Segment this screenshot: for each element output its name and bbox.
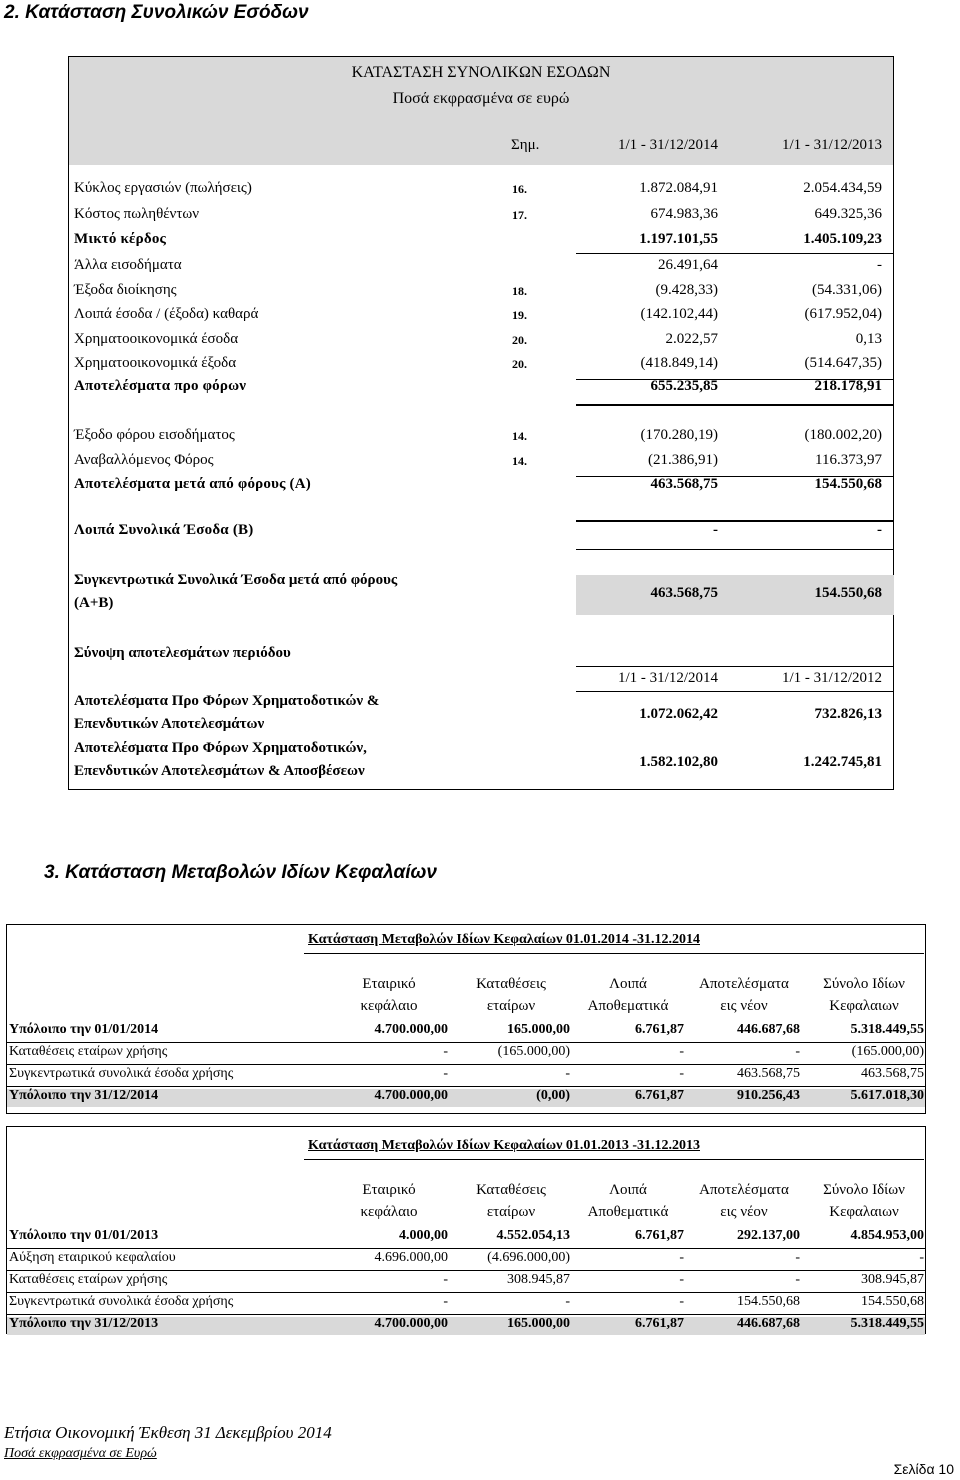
equity-2013-title: Κατάσταση Μεταβολών Ιδίων Κεφαλαίων 01.01.2013 -31.12.2013 [308, 1138, 700, 1153]
equity-row-label: Υπόλοιπο την 01/01/2013 [9, 1228, 159, 1243]
row-label: Έξοδο φόρου εισοδήματος [74, 427, 235, 443]
equity-cell: (4.696.000,00) [487, 1250, 570, 1265]
equity-cell: 446.687,68 [737, 1316, 800, 1331]
row-2014: (170.280,19) [640, 427, 718, 443]
row-note: 14. [512, 454, 527, 468]
col-header-2: εις νέον [720, 1204, 768, 1220]
equity-cell: - [679, 1044, 684, 1059]
row-note: 16. [512, 182, 527, 196]
equity-cell: 5.318.449,55 [850, 1316, 924, 1331]
equity-cell: 910.256,43 [737, 1088, 800, 1103]
row-label: Αποτελέσματα μετά από φόρους (Α) [74, 476, 311, 492]
box-title: ΚΑΤΑΣΤΑΣΗ ΣΥΝΟΛΙΚΩΝ ΕΣΟΔΩΝ [351, 64, 611, 81]
equity-cell: - [565, 1066, 570, 1081]
equity-cell: 165.000,00 [507, 1022, 570, 1037]
row-2013: 154.550,68 [814, 476, 882, 492]
summary-row-1-v1: 1.072.062,42 [639, 706, 718, 722]
equity-cell: 154.550,68 [861, 1294, 924, 1309]
col-header-2: εταίρων [486, 1204, 536, 1220]
equity-cell: 165.000,00 [507, 1316, 570, 1331]
box-subtitle: Ποσά εκφρασμένα σε ευρώ [392, 90, 570, 107]
row-label: Κόστος πωληθέντων [74, 206, 200, 222]
equity-cell: 308.945,87 [861, 1272, 924, 1287]
summary-col-2012: 1/1 - 31/12/2012 [782, 670, 882, 686]
footer-report: Ετήσια Οικονομική Έκθεση 31 Δεκεμβρίου 2014 [4, 1423, 332, 1442]
col-header: Καταθέσεις [476, 976, 546, 992]
equity-cell: 6.761,87 [635, 1088, 684, 1103]
col-note-header: Σημ. [511, 137, 540, 153]
col-header-2: Κεφαλαιων [829, 1204, 899, 1220]
row-2014: - [713, 522, 718, 538]
row-2014: 2.022,57 [665, 331, 718, 347]
equity-cell: 4.552.054,13 [496, 1228, 570, 1243]
equity-cell: 446.687,68 [737, 1022, 800, 1037]
equity-cell: 463.568,75 [737, 1066, 800, 1081]
equity-cell: - [679, 1272, 684, 1287]
row-label: Λοιπά Συνολικά Έσοδα (Β) [74, 522, 254, 538]
equity-cell: 4.000,00 [399, 1228, 448, 1243]
row-label: Αναβαλλόμενος Φόρος [74, 452, 214, 468]
row-2014: 1.197.101,55 [639, 231, 718, 247]
row-note: 18. [512, 284, 527, 298]
row-label: Κύκλος εργασιών (πωλήσεις) [74, 180, 252, 196]
row-2014: 674.983,36 [650, 206, 718, 222]
equity-cell: - [443, 1272, 448, 1287]
row-label: Χρηματοοικονομικά έσοδα [74, 331, 239, 347]
equity-cell: 5.617.018,30 [850, 1088, 924, 1103]
equity-cell: 4.700.000,00 [374, 1022, 448, 1037]
col-header: Αποτελέσματα [699, 1182, 789, 1198]
section-heading: 2. Κατάσταση Συνολικών Εσόδων [4, 2, 309, 23]
row-note: 14. [512, 429, 527, 443]
row-2014: (142.102,44) [640, 306, 718, 322]
row-label: Άλλα εισοδήματα [74, 257, 182, 273]
row-2013: 1.405.109,23 [803, 231, 882, 247]
summary-row-2-label-2: Επενδυτικών Αποτελεσμάτων & Αποσβέσεων [74, 763, 365, 779]
equity-cell: 308.945,87 [507, 1272, 570, 1287]
summary-row-1-label-2: Επενδυτικών Αποτελεσμάτων [74, 716, 265, 732]
row-2013: - [877, 257, 882, 273]
total-label-2: (Α+Β) [74, 595, 114, 611]
equity-cell: 463.568,75 [861, 1066, 924, 1081]
row-note: 20. [512, 357, 527, 371]
col-header-2: κεφάλαιο [360, 1204, 418, 1220]
equity-cell: - [565, 1294, 570, 1309]
row-2013: 0,13 [855, 331, 882, 347]
equity-cell: 4.854.953,00 [850, 1228, 924, 1243]
section-heading-3: 3. Κατάσταση Μεταβολών Ιδίων Κεφαλαίων [44, 862, 437, 883]
row-note: 20. [512, 333, 527, 347]
row-2013: (617.952,04) [804, 306, 882, 322]
row-label: Αποτελέσματα προ φόρων [74, 378, 247, 394]
equity-cell: (0,00) [536, 1088, 570, 1103]
col-header: Αποτελέσματα [699, 976, 789, 992]
col-header: Εταιρικό [362, 976, 416, 992]
row-2013: - [877, 522, 882, 538]
equity-cell: 4.700.000,00 [374, 1316, 448, 1331]
equity-row-label: Υπόλοιπο την 01/01/2014 [9, 1022, 159, 1037]
col-header-2: κεφάλαιο [360, 998, 418, 1014]
col-header-2: Αποθεματικά [587, 1204, 669, 1220]
footer-currency: Ποσά εκφρασμένα σε Ευρώ [4, 1446, 157, 1461]
row-2013: (54.331,06) [812, 282, 882, 298]
row-2013: 649.325,36 [814, 206, 882, 222]
equity-cell: 6.761,87 [635, 1228, 684, 1243]
row-2013: 2.054.434,59 [803, 180, 882, 196]
equity-cell: (165.000,00) [851, 1044, 924, 1059]
row-label: Έξοδα διοίκησης [74, 282, 177, 298]
page-number: Σελίδα 10 [893, 1461, 954, 1477]
summary-row-1-label-1: Αποτελέσματα Προ Φόρων Χρηματοδοτικών & [74, 693, 380, 709]
equity-cell: - [795, 1272, 800, 1287]
total-2014: 463.568,75 [650, 585, 718, 601]
equity-row-label: Αύξηση εταιρικού κεφαλαίου [9, 1250, 176, 1265]
row-2014: 1.872.084,91 [639, 180, 718, 196]
row-2014: (418.849,14) [640, 355, 718, 371]
col-header-2: εταίρων [486, 998, 536, 1014]
equity-cell: 4.700.000,00 [374, 1088, 448, 1103]
col-header: Σύνολο Ιδίων [823, 976, 905, 992]
col-2014-header: 1/1 - 31/12/2014 [618, 137, 718, 153]
col-2013-header: 1/1 - 31/12/2013 [782, 137, 882, 153]
equity-cell: - [919, 1250, 924, 1265]
summary-row-2-label-1: Αποτελέσματα Προ Φόρων Χρηματοδοτικών, [74, 740, 367, 756]
equity-cell: 4.696.000,00 [374, 1250, 448, 1265]
equity-cell: (165.000,00) [497, 1044, 570, 1059]
summary-title: Σύνοψη αποτελεσμάτων περιόδου [74, 645, 291, 661]
col-header-2: εις νέον [720, 998, 768, 1014]
row-2014: (9.428,33) [655, 282, 718, 298]
row-note: 19. [512, 308, 527, 322]
equity-cell: 6.761,87 [635, 1022, 684, 1037]
row-label: Χρηματοοικονομικά έξοδα [74, 355, 237, 371]
equity-cell: - [443, 1294, 448, 1309]
col-header-2: Κεφαλαιων [829, 998, 899, 1014]
summary-row-2-v2: 1.242.745,81 [803, 754, 882, 770]
total-2013: 154.550,68 [814, 585, 882, 601]
equity-cell: 292.137,00 [737, 1228, 800, 1243]
equity-row-label: Συγκεντρωτικά συνολικά έσοδα χρήσης [9, 1294, 234, 1309]
equity-cell: - [679, 1294, 684, 1309]
col-header-2: Αποθεματικά [587, 998, 669, 1014]
equity-cell: - [443, 1044, 448, 1059]
row-2014: (21.386,91) [648, 452, 718, 468]
equity-cell: - [679, 1250, 684, 1265]
row-2013: 218.178,91 [814, 378, 882, 394]
col-header: Καταθέσεις [476, 1182, 546, 1198]
equity-row-label: Υπόλοιπο την 31/12/2013 [9, 1316, 159, 1331]
col-header: Σύνολο Ιδίων [823, 1182, 905, 1198]
summary-row-1-v2: 732.826,13 [814, 706, 882, 722]
equity-cell: - [795, 1250, 800, 1265]
row-label: Λοιπά έσοδα / (έξοδα) καθαρά [74, 306, 259, 322]
row-2013: (180.002,20) [804, 427, 882, 443]
summary-row-2-v1: 1.582.102,80 [639, 754, 718, 770]
col-header: Λοιπά [609, 1182, 647, 1198]
row-2014: 26.491,64 [658, 257, 718, 273]
row-2013: (514.647,35) [804, 355, 882, 371]
equity-2014-title: Κατάσταση Μεταβολών Ιδίων Κεφαλαίων 01.01.2014 -31.12.2014 [308, 932, 700, 947]
total-label-1: Συγκεντρωτικά Συνολικά Έσοδα μετά από φόρους [74, 572, 398, 588]
equity-cell: 6.761,87 [635, 1316, 684, 1331]
summary-col-2014: 1/1 - 31/12/2014 [618, 670, 718, 686]
equity-row-label: Καταθέσεις εταίρων χρήσης [9, 1044, 168, 1059]
row-2014: 463.568,75 [650, 476, 718, 492]
equity-cell: 5.318.449,55 [850, 1022, 924, 1037]
equity-cell: 154.550,68 [737, 1294, 800, 1309]
equity-row-label: Υπόλοιπο την 31/12/2014 [9, 1088, 159, 1103]
col-header: Εταιρικό [362, 1182, 416, 1198]
row-note: 17. [512, 208, 527, 222]
equity-row-label: Συγκεντρωτικά συνολικά έσοδα χρήσης [9, 1066, 234, 1081]
equity-cell: - [679, 1066, 684, 1081]
equity-cell: - [443, 1066, 448, 1081]
col-header: Λοιπά [609, 976, 647, 992]
row-label: Μικτό κέρδος [74, 231, 167, 247]
equity-row-label: Καταθέσεις εταίρων χρήσης [9, 1272, 168, 1287]
row-2013: 116.373,97 [815, 452, 882, 468]
equity-cell: - [795, 1044, 800, 1059]
row-2014: 655.235,85 [650, 378, 718, 394]
